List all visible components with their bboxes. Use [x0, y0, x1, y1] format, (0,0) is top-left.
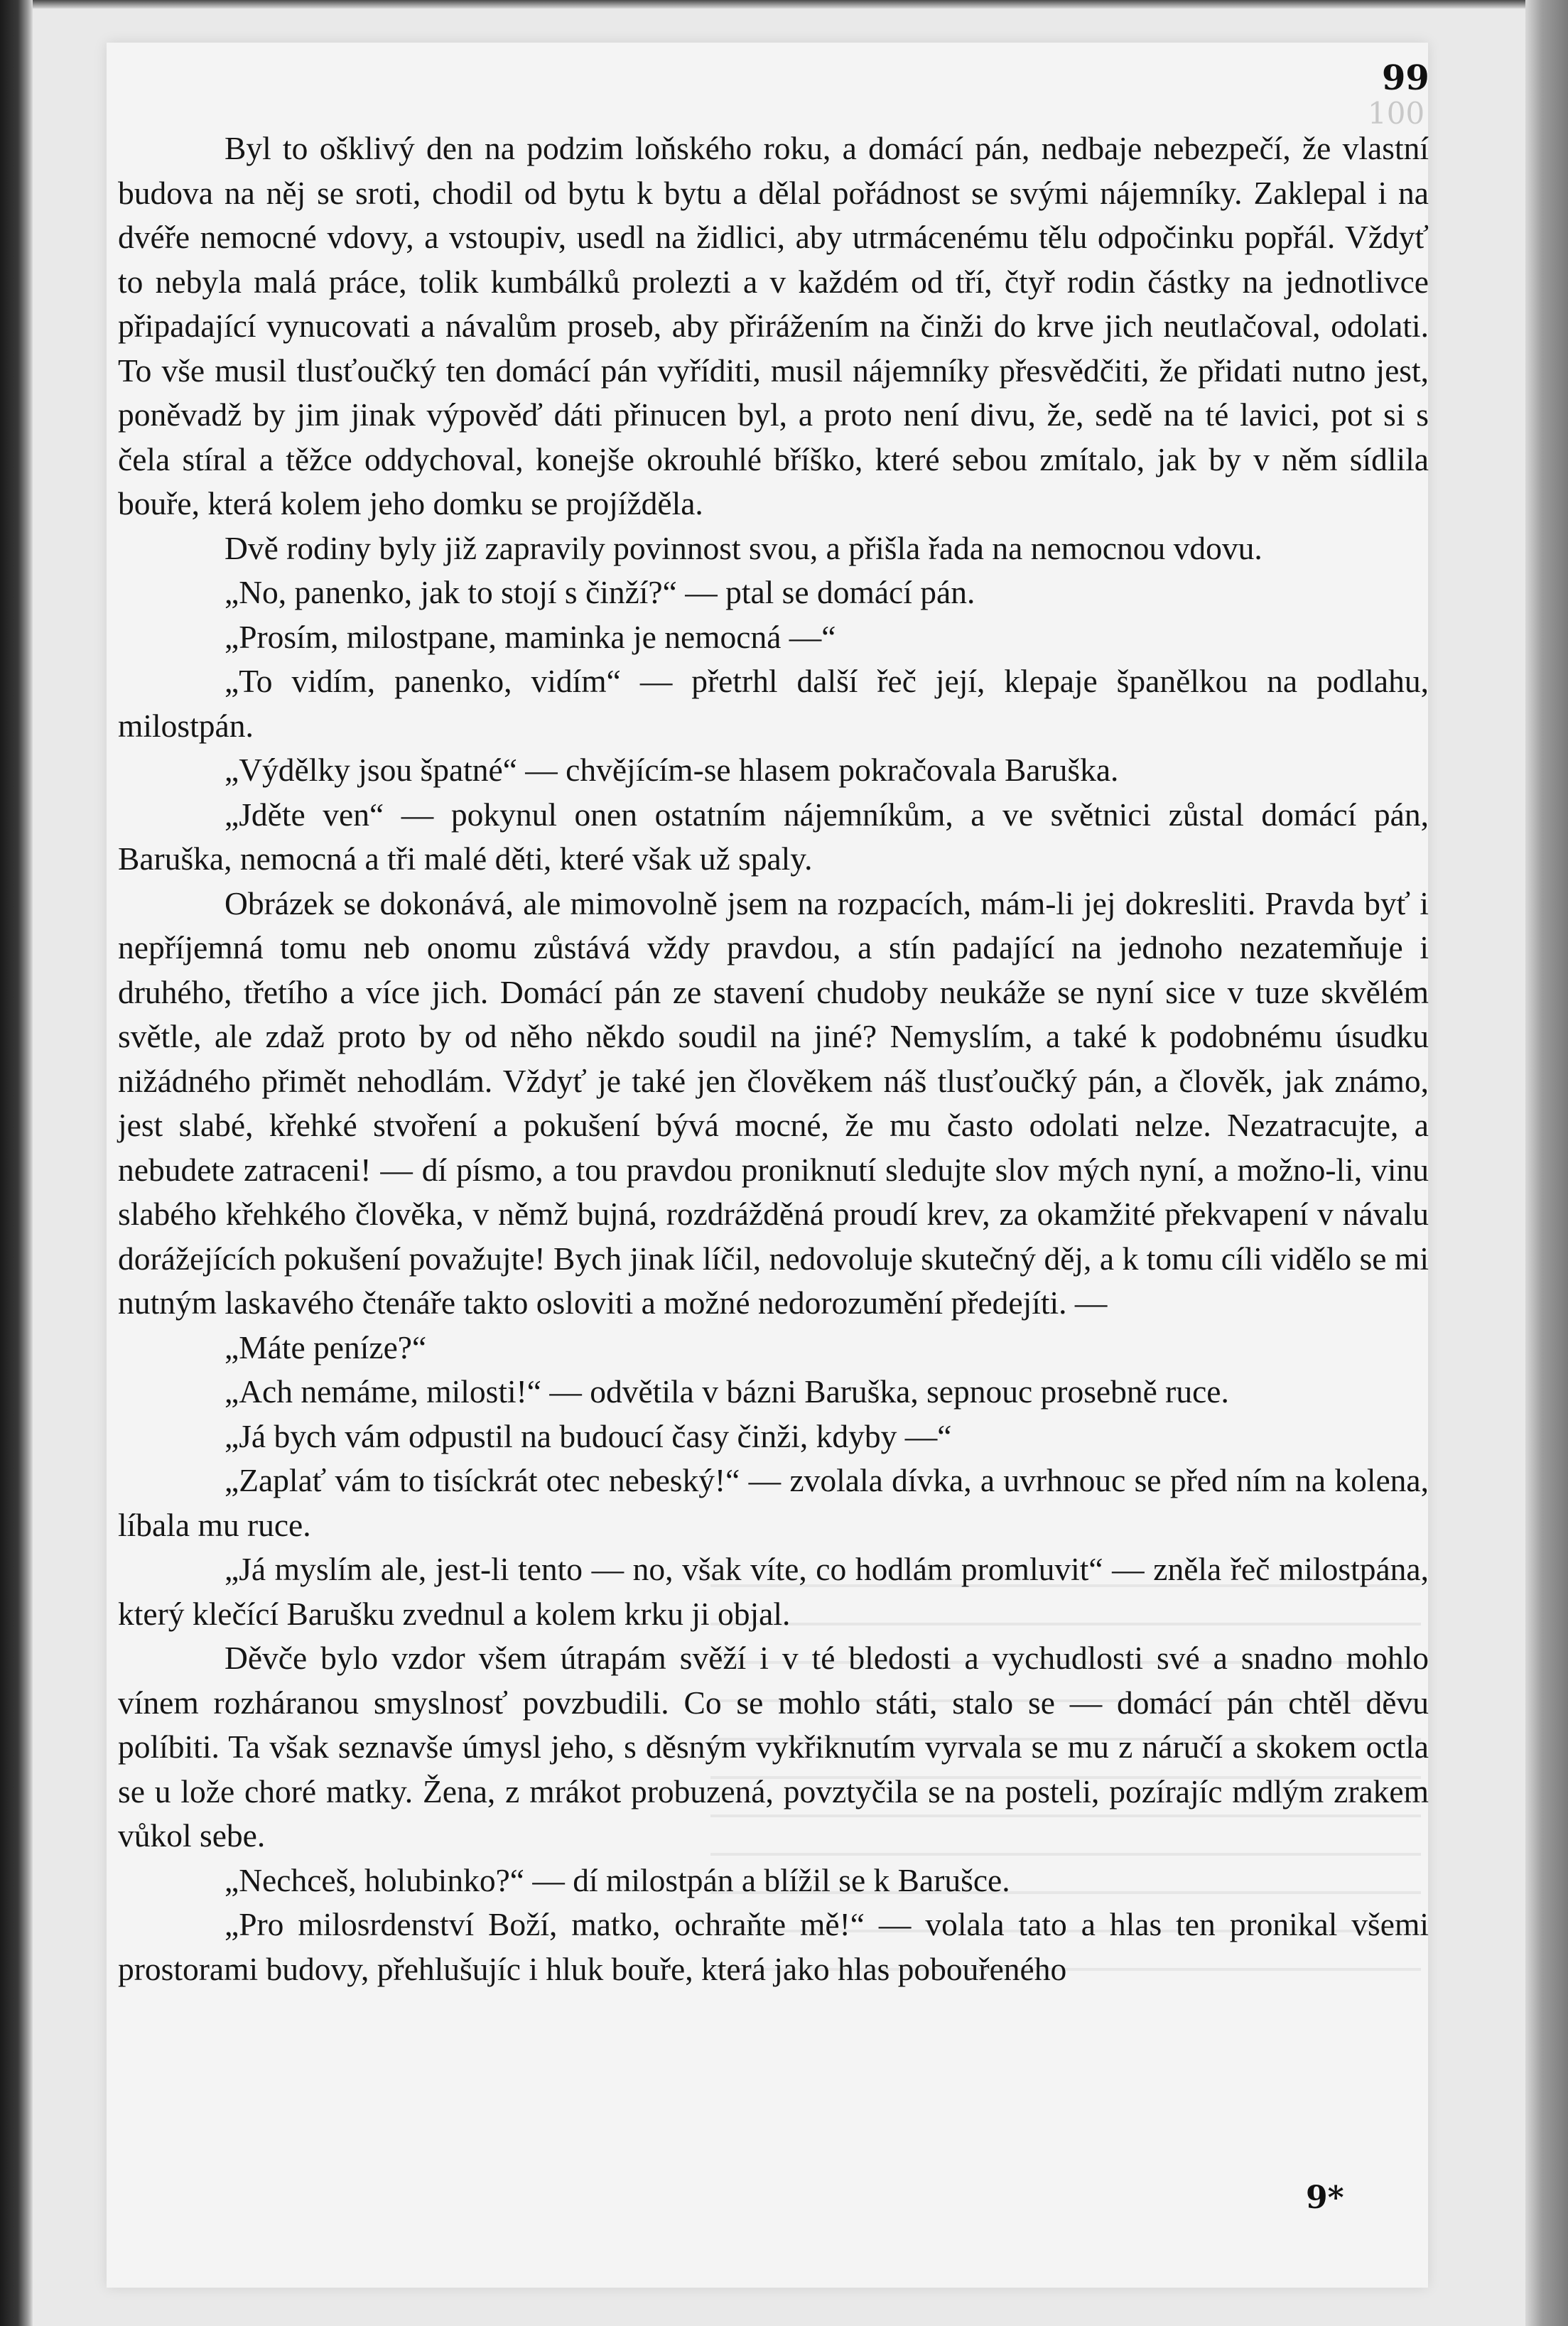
paragraph: „Já bych vám odpustil na budoucí časy činži, kdyby —“: [225, 1417, 952, 1454]
paragraph: Děvče bylo vzdor všem útrapám svěží i v té bledosti a vychudlosti své a snadno mohlo vínem rozháranou smyslnosť povzbudili. Co se mohlo státi, stalo se — domácí pán chtěl děvu políbiti. Ta však seznavše úmysl jeho, s děsným vykřiknutím vyrvala se mu z náručí a skokem octla se u lože choré matky. Žena, z mrákot probuzená, povztyčila se na posteli, pozírajíc mdlým zrakem vůkol sebe.: [118, 1640, 1429, 1854]
paragraph: „Nechceš, holubinko?“ — dí milostpán a blížil se k Barušce.: [225, 1861, 1010, 1898]
paragraph: Obrázek se dokonává, ale mimovolně jsem na rozpacích, mám-li jej dokresliti. Pravda byť i nepříjemná tomu neb onomu zůstává vždy pravdou, a stín padající na jednoho nezatemňuje i druhého, třetího a více jich. Domácí pán ze stavení chudoby neukáže se nyní sice v tuze skvělém světle, ale zdaž proto by od něho někdo soudil na jiné? Nemyslím, a také k podobnému úsudku nižádného přimět nehodlám. Vždyť je také jen člověkem náš tlusťoučký pán, a člověk, jak známo, jest slabé, křehké stvoření a pokušení bývá mocné, že mu často odolati nelze. Nezatracujte, a nebudete zatraceni! — dí písmo, a tou pravdou proniknutí sledujte slov mých nyní, a možno-li, vinu slabého křehkého člověka, v němž bujná, rozdrážděná proudí krev, za okamžité překvapení v návalu dorážejících pokušení považujte! Bych jinak líčil, nedovoluje skutečný děj, a k tomu cíli vidělo se mi nutným laskavého čtenáře takto osloviti a možné nedorozumění předejíti. —: [118, 885, 1429, 1321]
paragraph: „Pro milosrdenství Boží, matko, ochraňte mě!“ — volala tato a hlas ten pronikal všemi prostorami budovy, přehlušujíc i hluk bouře, která jako hlas pobouřeného: [118, 1906, 1429, 1987]
page-number: 99: [1382, 58, 1429, 98]
scan-top-edge: [0, 0, 1568, 9]
paragraph: „Ach nemáme, milosti!“ — odvětila v bázni Baruška, sepnouc prosebně ruce.: [225, 1373, 1229, 1410]
paragraph: „No, panenko, jak to stojí s činží?“ — ptal se domácí pán.: [225, 574, 975, 610]
scan-right-edge: [1525, 0, 1568, 2326]
paragraph: „Zaplať vám to tisíckrát otec nebeský!“ — zvolala dívka, a uvrhnouc se před ním na kolena, líbala mu ruce.: [118, 1462, 1429, 1543]
paragraph: Byl to ošklivý den na podzim loňského roku, a domácí pán, nedbaje nebezpečí, že vlastní budova na něj se sroti, chodil od bytu k bytu a dělal pořádnost se svými nájemníky. Zaklepal i na dvéře nemocné vdovy, a vstoupiv, usedl na židlici, aby utrmácenému tělu odpočinku popřál. Vždyť to nebyla malá práce, tolik kumbálků prolezti a v každém od tří, čtyř rodin částky na jednotlivce připadající vynucovati a návalům proseb, aby přirážením na činži do krve jich neutlačoval, odolati. To vše musil tlusťoučký ten domácí pán vyříditi, musil nájemníky přesvědčiti, že přidati nutno jest, poněvadž by jim jinak výpověď dáti přinucen byl, a proto není divu, že, sedě na té lavici, pot si s čela stíral a těžce oddychoval, konejše okrouhlé bříško, které sebou zmítalo, jak by v něm sídlila bouře, která kolem jeho domku se projížděla.: [118, 130, 1429, 521]
paragraph: Dvě rodiny byly již zapravily povinnost svou, a přišla řada na nemocnou vdovu.: [225, 529, 1262, 566]
paragraph: „To vidím, panenko, vidím“ — přetrhl další řeč její, klepaje španělkou na podlahu, milostpán.: [118, 663, 1429, 744]
paragraph: „Jděte ven“ — pokynul onen ostatním nájemníkům, a ve světnici zůstal domácí pán, Baruška, nemocná a tři malé děti, které však už spaly.: [118, 796, 1429, 877]
book-binding-edge: [0, 0, 33, 2326]
printer-signature-mark: 9*: [1306, 2180, 1344, 2216]
paragraph: „Já myslím ale, jest-li tento — no, však víte, co hodlám promluvit“ — zněla řeč milostpána, který klečící Barušku zvednul a kolem krku ji objal.: [118, 1551, 1429, 1632]
bleed-through-page-number: 100: [1368, 96, 1425, 131]
paragraph: „Výdělky jsou špatné“ — chvějícím-se hlasem pokračovala Baruška.: [225, 752, 1119, 788]
paragraph: „Máte peníze?“: [225, 1329, 427, 1365]
body-text: [118, 126, 1429, 1991]
paragraph: „Prosím, milostpane, maminka je nemocná —“: [225, 618, 836, 655]
